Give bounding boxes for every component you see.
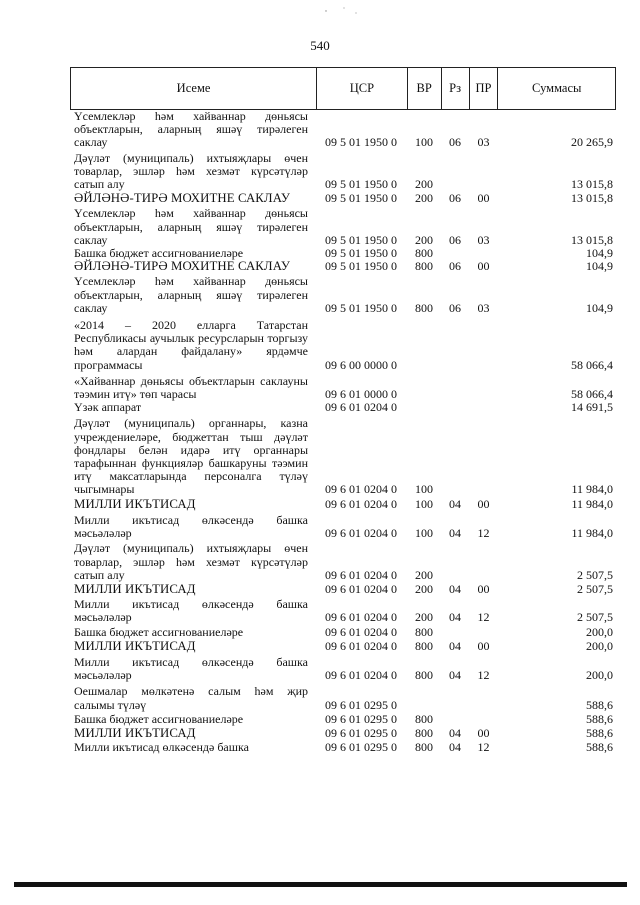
- row-sum: 104,9: [586, 259, 613, 274]
- row-pr: 12: [477, 610, 490, 625]
- row-sum: 104,9: [586, 300, 613, 315]
- row-rz: 04: [449, 610, 461, 625]
- table-row: [70, 275, 616, 315]
- row-name: Дәүләт (муниципаль) ихтыяҗлары өчен товарлар, эшләр һәм хезмәт күрсәтүләр сатып алу: [74, 150, 308, 192]
- row-rz: 06: [449, 259, 461, 274]
- header-pr: ПР: [469, 68, 498, 109]
- row-pr: 00: [477, 259, 490, 274]
- row-sum: 2 507,5: [577, 610, 613, 625]
- row-csr: 09 6 01 0204 0: [325, 496, 397, 511]
- row-rz: 06: [449, 191, 461, 206]
- row-sum: 58 066,4: [571, 387, 613, 402]
- row-pr: 03: [477, 232, 490, 247]
- row-rz: 04: [449, 725, 461, 740]
- row-name: МИЛЛИ ИКЪТИСАД: [74, 581, 196, 596]
- row-pr: 12: [477, 740, 490, 755]
- row-sum: 13 015,8: [571, 232, 613, 247]
- row-name: Үсемлекләр һәм хайваннар дөньясы объектларын, аларның яшәү тирәлеген саклау: [74, 109, 308, 150]
- table-header: [70, 67, 616, 110]
- row-name: МИЛЛИ ИКЪТИСАД: [74, 638, 196, 653]
- row-pr: 00: [477, 496, 490, 511]
- row-pr: 00: [477, 581, 490, 596]
- row-csr: 09 6 01 0204 0: [325, 526, 397, 541]
- row-name: Милли икътисад өлкәсендә башка мәсьәләләр: [74, 512, 308, 541]
- table-row: [70, 375, 616, 401]
- row-csr: 09 6 01 0295 0: [325, 711, 397, 726]
- row-vr: 200: [415, 610, 433, 625]
- row-name: «Хайваннар дөньясы объектларын саклауны тәэмин итү» төп чарасы: [74, 373, 308, 402]
- table-row: [70, 583, 616, 596]
- table-row: [70, 656, 616, 682]
- scan-specks: [0, 0, 640, 20]
- row-sum: 11 984,0: [571, 526, 613, 541]
- row-vr: 800: [415, 246, 433, 261]
- table-row: [70, 319, 616, 372]
- row-vr: 200: [415, 581, 433, 596]
- table-row: [70, 401, 616, 414]
- row-csr: 09 6 01 0295 0: [325, 697, 397, 712]
- row-vr: 800: [415, 668, 433, 683]
- row-csr: 09 6 01 0204 0: [325, 668, 397, 683]
- table-row: [70, 542, 616, 582]
- row-sum: 104,9: [586, 246, 613, 261]
- row-vr: 800: [415, 624, 433, 639]
- row-sum: 11 984,0: [571, 496, 613, 511]
- row-name: МИЛЛИ ИКЪТИСАД: [74, 496, 196, 511]
- row-sum: 588,6: [586, 725, 613, 740]
- row-csr: 09 6 01 0204 0: [325, 581, 397, 596]
- table-body: [70, 110, 616, 754]
- table-row: [70, 640, 616, 653]
- row-csr: 09 6 01 0204 0: [325, 624, 397, 639]
- row-csr: 09 6 01 0204 0: [325, 638, 397, 653]
- row-pr: 00: [477, 191, 490, 206]
- row-vr: 200: [415, 232, 433, 247]
- row-rz: 04: [449, 581, 461, 596]
- row-csr: 09 6 01 0204 0: [325, 400, 397, 415]
- row-pr: 00: [477, 725, 490, 740]
- row-rz: 04: [449, 668, 461, 683]
- row-csr: 09 6 01 0204 0: [325, 567, 397, 582]
- row-csr: 09 6 01 0295 0: [325, 725, 397, 740]
- row-vr: 800: [415, 711, 433, 726]
- table-row: [70, 260, 616, 273]
- row-rz: 04: [449, 496, 461, 511]
- row-name: Милли икътисад өлкәсендә башка мәсьәләләр: [74, 597, 308, 625]
- row-csr: 09 6 00 0000 0: [325, 357, 397, 372]
- row-sum: 2 507,5: [577, 567, 613, 582]
- row-name: Үзәк аппарат: [74, 400, 142, 415]
- row-name: Үсемлекләр һәм хайваннар дөньясы объектларын, аларның яшәү тирәлеген саклау: [74, 274, 308, 315]
- row-name: Үсемлекләр һәм хайваннар дөньясы объектларын, аларның яшәү тирәлеген саклау: [74, 206, 308, 247]
- row-sum: 58 066,4: [571, 357, 613, 372]
- row-vr: 200: [415, 191, 433, 206]
- row-csr: 09 6 01 0204 0: [325, 482, 397, 497]
- row-name: «2014 – 2020 елларга Татарстан Республикасы аучылык ресурсларын торгызу һәм алардан файдалану» ярдәмче программасы: [74, 318, 308, 372]
- row-sum: 200,0: [586, 624, 613, 639]
- row-vr: 100: [415, 526, 433, 541]
- row-name: Оешмалар мөлкәтенә салым һәм җир салымы түләү: [74, 684, 308, 712]
- budget-table: [70, 67, 616, 754]
- row-rz: 06: [449, 135, 461, 150]
- row-sum: 200,0: [586, 638, 613, 653]
- row-vr: 800: [415, 300, 433, 315]
- row-vr: 800: [415, 725, 433, 740]
- row-csr: 09 5 01 1950 0: [325, 135, 397, 150]
- row-sum: 13 015,8: [571, 177, 613, 192]
- row-csr: 09 5 01 1950 0: [325, 191, 397, 206]
- row-sum: 200,0: [586, 668, 613, 683]
- row-name: ӘЙЛӘНӘ-ТИРӘ МОХИТНЕ САКЛАУ: [74, 259, 291, 274]
- table-row: [70, 741, 616, 754]
- row-vr: 800: [415, 638, 433, 653]
- row-vr: 800: [415, 740, 433, 755]
- row-vr: 100: [415, 135, 433, 150]
- row-name: ӘЙЛӘНӘ-ТИРӘ МОХИТНЕ САКЛАУ: [74, 191, 291, 206]
- row-name: Башка бюджет ассигнованиеләре: [74, 246, 244, 261]
- table-row: [70, 192, 616, 205]
- row-sum: 13 015,8: [571, 191, 613, 206]
- table-row: [70, 417, 616, 496]
- table-row: [70, 598, 616, 624]
- table-row: [70, 207, 616, 247]
- row-vr: 800: [415, 259, 433, 274]
- header-vr: ВР: [407, 68, 441, 109]
- header-rz: Рз: [441, 68, 469, 109]
- row-csr: 09 5 01 1950 0: [325, 177, 397, 192]
- row-pr: 03: [477, 135, 490, 150]
- row-vr: 100: [415, 496, 433, 511]
- row-sum: 14 691,5: [571, 400, 613, 415]
- row-pr: 00: [477, 638, 490, 653]
- row-pr: 03: [477, 300, 490, 315]
- row-csr: 09 5 01 1950 0: [325, 232, 397, 247]
- row-sum: 588,6: [586, 740, 613, 755]
- row-sum: 20 265,9: [571, 135, 613, 150]
- table-row: [70, 685, 616, 711]
- row-csr: 09 5 01 1950 0: [325, 300, 397, 315]
- row-rz: 04: [449, 638, 461, 653]
- row-sum: 588,6: [586, 711, 613, 726]
- row-sum: 2 507,5: [577, 581, 613, 596]
- row-name: Милли икътисад өлкәсендә башка мәсьәләләр: [74, 654, 308, 683]
- table-row: [70, 110, 616, 150]
- row-name: Дәүләт (муниципаль) органнары, казна учреждениеләре, бюджеттан тыш дәүләт фондлары белән идарә итү органнары тарафыннан функцияләр башкаруны тәэмин итү максатларында персоналга түләү чыгымнары: [74, 416, 308, 497]
- row-csr: 09 5 01 1950 0: [325, 246, 397, 261]
- row-vr: 200: [415, 567, 433, 582]
- bottom-rule: [14, 882, 627, 887]
- row-rz: 04: [449, 526, 461, 541]
- row-csr: 09 6 01 0000 0: [325, 387, 397, 402]
- row-vr: 100: [415, 482, 433, 497]
- row-rz: 04: [449, 740, 461, 755]
- row-rz: 06: [449, 232, 461, 247]
- row-csr: 09 5 01 1950 0: [325, 259, 397, 274]
- page-number: 540: [310, 38, 330, 53]
- row-pr: 12: [477, 526, 490, 541]
- table-row: [70, 152, 616, 192]
- row-name: Милли икътисад өлкәсендә башка: [74, 740, 249, 755]
- table-row: [70, 713, 616, 726]
- table-row: [70, 626, 616, 639]
- table-row: [70, 514, 616, 540]
- row-pr: 12: [477, 668, 490, 683]
- table-row: [70, 498, 616, 511]
- header-name: Исеме: [176, 81, 211, 95]
- row-name: Башка бюджет ассигнованиеләре: [74, 624, 244, 639]
- row-name: МИЛЛИ ИКЪТИСАД: [74, 725, 196, 740]
- row-sum: 11 984,0: [571, 482, 613, 497]
- row-rz: 06: [449, 300, 461, 315]
- row-csr: 09 6 01 0295 0: [325, 740, 397, 755]
- table-row: [70, 727, 616, 740]
- row-csr: 09 6 01 0204 0: [325, 610, 397, 625]
- row-name: Дәүләт (муниципаль) ихтыяҗлары өчен товарлар, эшләр һәм хезмәт күрсәтүләр сатып алу: [74, 541, 308, 582]
- row-name: Башка бюджет ассигнованиеләре: [74, 711, 244, 726]
- row-sum: 588,6: [586, 697, 613, 712]
- header-csr: ЦСР: [316, 68, 407, 109]
- row-vr: 200: [415, 177, 433, 192]
- header-sum: Суммасы: [497, 68, 615, 109]
